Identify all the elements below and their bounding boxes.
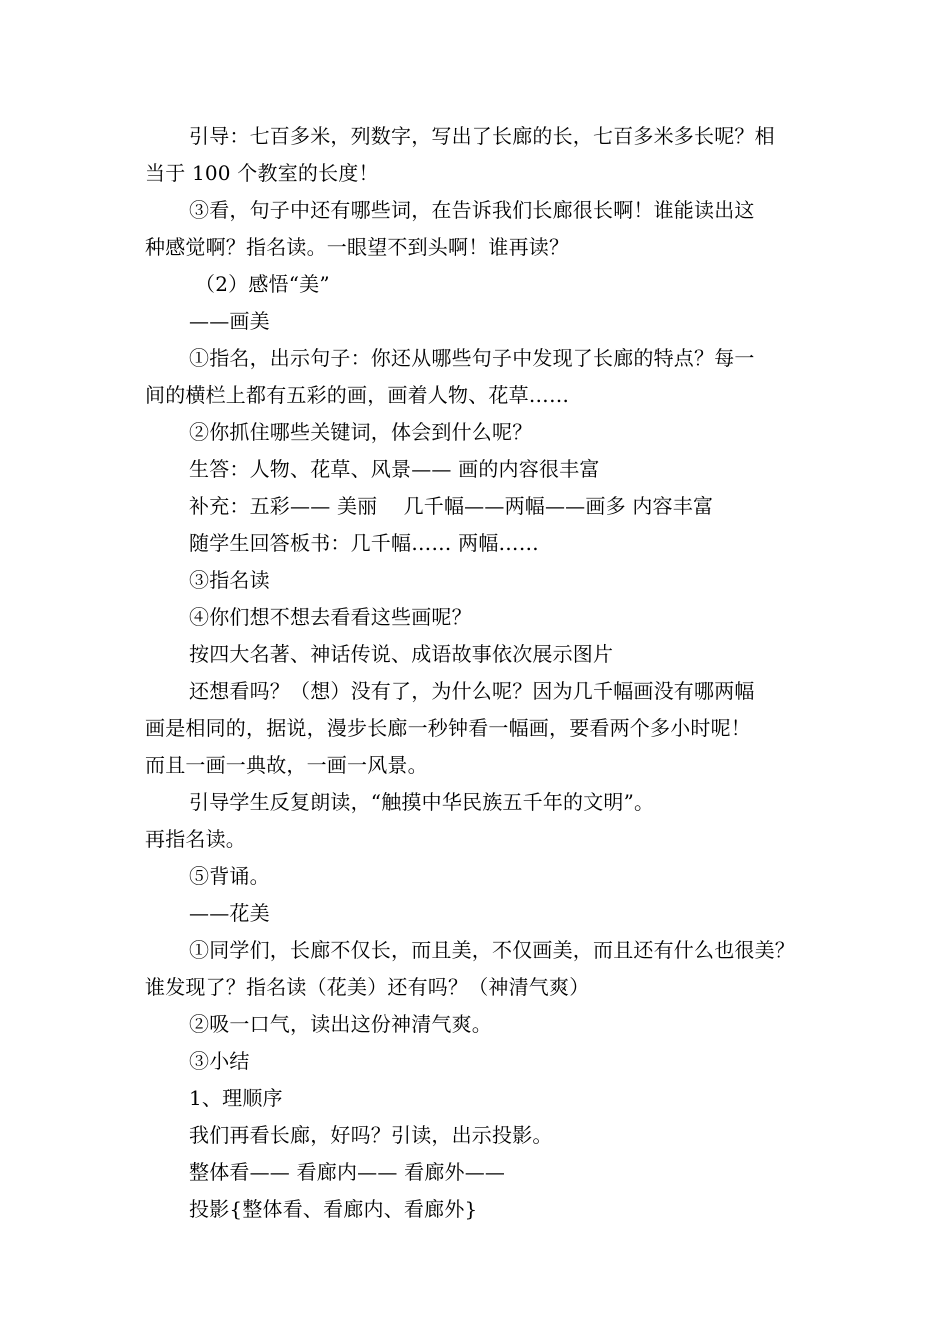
paragraph-line: 间的横栏上都有五彩的画，画着人物、花草……	[145, 383, 570, 407]
paragraph-line: 还想看吗？（想）没有了，为什么呢？因为几千幅画没有哪两幅	[189, 679, 755, 703]
paragraph-line: 引导学生反复朗读，“触摸中华民族五千年的文明”。	[189, 790, 655, 814]
paragraph-line: ③小结	[189, 1049, 250, 1073]
subsection-heading: 1、理顺序	[189, 1086, 283, 1110]
paragraph-line: 生答：人物、花草、风景—— 画的内容很丰富	[189, 457, 600, 481]
paragraph-line: ①同学们，长廊不仅长，而且美，不仅画美，而且还有什么也很美？	[189, 938, 795, 962]
paragraph-line: 我们再看长廊，好吗？引读，出示投影。	[189, 1123, 553, 1147]
paragraph-line: ①指名，出示句子：你还从哪些句子中发现了长廊的特点？每一	[189, 346, 755, 370]
paragraph-line: ③看，句子中还有哪些词，在告诉我们长廊很长啊！谁能读出这	[189, 198, 755, 222]
paragraph-line: 再指名读。	[145, 827, 246, 851]
paragraph-line: 整体看—— 看廊内—— 看廊外——	[189, 1160, 506, 1184]
paragraph-line: ⑤背诵。	[189, 864, 270, 888]
paragraph-line: ③指名读	[189, 568, 270, 592]
paragraph-line: ④你们想不想去看看这些画呢？	[189, 605, 472, 629]
subsection-heading: ——花美	[189, 901, 270, 925]
paragraph-line: ②你抓住哪些关键词，体会到什么呢？	[189, 420, 533, 444]
paragraph-line: 种感觉啊？指名读。一眼望不到头啊！谁再读？	[145, 235, 570, 259]
paragraph-line: 按四大名著、神话传说、成语故事依次展示图片	[189, 642, 614, 666]
paragraph-line: 当于 100 个教室的长度！	[145, 161, 379, 185]
paragraph-line: 画是相同的，据说，漫步长廊一秒钟看一幅画，要看两个多小时呢！	[145, 716, 751, 740]
subsection-heading: ——画美	[189, 309, 270, 333]
document-body	[145, 118, 825, 1228]
paragraph-line: 谁发现了？指名读（花美）还有吗？（神清气爽）	[145, 975, 590, 999]
paragraph-line: 补充：五彩—— 美丽 几千幅——两幅——画多 内容丰富	[189, 494, 714, 518]
paragraph-line: 随学生回答板书：几千幅…… 两幅……	[189, 531, 539, 555]
paragraph-line: 而且一画一典故，一画一风景。	[145, 753, 428, 777]
paragraph-line: 投影{整体看、看廊内、看廊外}	[189, 1197, 478, 1221]
paragraph-line: ②吸一口气，读出这份神清气爽。	[189, 1012, 492, 1036]
paragraph-line: 引导：七百多米，列数字，写出了长廊的长，七百多米多长呢？相	[189, 124, 775, 148]
section-heading: （2）感悟“美”	[195, 272, 330, 296]
